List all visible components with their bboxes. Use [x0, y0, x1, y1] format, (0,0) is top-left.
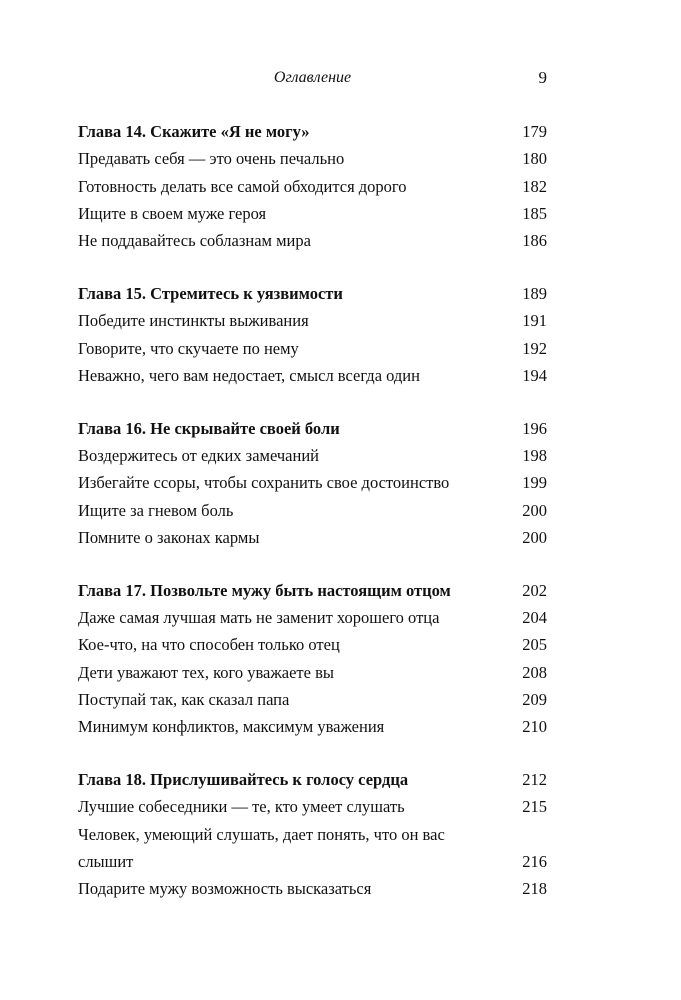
chapter-title: Глава 15. Стремитесь к уязвимости: [78, 283, 343, 303]
entry-page: 210: [522, 717, 547, 737]
entry-title: Подарите мужу возможность высказаться: [78, 879, 372, 899]
toc-entry: [78, 173, 547, 200]
toc-chapter-17: [78, 577, 547, 741]
chapter-page: 196: [522, 418, 547, 438]
entry-title: Помните о законах кармы: [78, 527, 260, 547]
entry-title: Лучшие собеседники — те, кто умеет слушать: [78, 797, 405, 817]
chapter-page: 212: [522, 769, 547, 789]
entry-page: 216: [522, 851, 547, 871]
entry-title: Даже самая лучшая мать не заменит хорошего отца: [78, 607, 440, 627]
chapter-page: 202: [522, 580, 547, 600]
book-page: [78, 0, 547, 1000]
chapter-heading: [78, 280, 547, 307]
chapter-title: Глава 18. Прислушивайтесь к голосу сердца: [78, 769, 409, 789]
entry-page: 204: [522, 607, 547, 627]
entry-page: 208: [522, 662, 547, 682]
entry-title: Не поддавайтесь соблазнам мира: [78, 231, 311, 251]
chapter-heading: [78, 415, 547, 442]
entry-page: 191: [522, 311, 547, 331]
entry-title: Говорите, что скучаете по нему: [78, 338, 299, 358]
toc-entry: [78, 200, 547, 227]
toc-chapter-18: [78, 766, 547, 902]
table-of-contents: [78, 118, 547, 928]
entry-page: 209: [522, 689, 547, 709]
toc-entry: [78, 362, 547, 389]
chapter-page: 189: [522, 283, 547, 303]
toc-entry: [78, 145, 547, 172]
toc-entry: [78, 442, 547, 469]
toc-chapter-16: [78, 415, 547, 551]
toc-entry: [78, 713, 547, 740]
toc-entry: [78, 227, 547, 254]
toc-entry: [78, 659, 547, 686]
toc-chapter-15: [78, 280, 547, 389]
entry-page: 185: [522, 203, 547, 223]
entry-page: 199: [522, 473, 547, 493]
toc-entry: [78, 524, 547, 551]
running-title: Оглавление: [273, 69, 352, 86]
entry-page: 182: [522, 176, 547, 196]
chapter-title: Глава 14. Скажите «Я не могу»: [78, 122, 310, 141]
toc-entry: [78, 497, 547, 524]
entry-page: 218: [522, 879, 547, 899]
chapter-heading: [78, 577, 547, 604]
entry-title: Предавать себя — это очень печально: [78, 149, 345, 169]
toc-entry: [78, 821, 547, 876]
entry-page: 180: [522, 149, 547, 169]
chapter-title: Глава 17. Позвольте мужу быть настоящим отцом: [78, 580, 451, 600]
toc-chapter-14: [78, 118, 547, 254]
entry-title: Ищите в своем муже героя: [78, 203, 267, 223]
entry-title: Воздержитесь от едких замечаний: [78, 445, 319, 465]
entry-page: 205: [522, 635, 547, 655]
entry-page: 194: [522, 365, 547, 385]
chapter-page: 179: [522, 122, 547, 141]
toc-entry: [78, 604, 547, 631]
toc-entry: [78, 631, 547, 658]
entry-title: Кое-что, на что способен только отец: [78, 635, 340, 655]
entry-title: Избегайте ссоры, чтобы сохранить свое достоинство: [78, 473, 450, 493]
entry-title: Дети уважают тех, кого уважаете вы: [78, 662, 334, 682]
folio-page-number: 9: [538, 68, 547, 87]
toc-entry: [78, 686, 547, 713]
toc-entry: [78, 335, 547, 362]
entry-page: 215: [522, 797, 547, 817]
entry-page: 186: [522, 231, 547, 251]
entry-page: 192: [522, 338, 547, 358]
entry-title: Минимум конфликтов, максимум уважения: [78, 717, 385, 737]
chapter-heading: [78, 118, 547, 145]
entry-title: Неважно, чего вам недостает, смысл всегда один: [78, 365, 420, 385]
entry-title: Человек, умеющий слушать, дает понять, что он вас слышит: [78, 824, 445, 871]
toc-entry: [78, 793, 547, 820]
entry-page: 200: [522, 500, 547, 520]
toc-entry: [78, 469, 547, 496]
toc-entry: [78, 307, 547, 334]
entry-page: 200: [522, 527, 547, 547]
entry-page: 198: [522, 445, 547, 465]
entry-title: Готовность делать все самой обходится дорого: [78, 176, 407, 196]
chapter-heading: [78, 766, 547, 793]
entry-title: Поступай так, как сказал папа: [78, 689, 290, 709]
chapter-title: Глава 16. Не скрывайте своей боли: [78, 418, 340, 438]
toc-entry: [78, 875, 547, 902]
entry-title: Победите инстинкты выживания: [78, 311, 309, 331]
running-head: [78, 66, 547, 90]
entry-title: Ищите за гневом боль: [78, 500, 234, 520]
